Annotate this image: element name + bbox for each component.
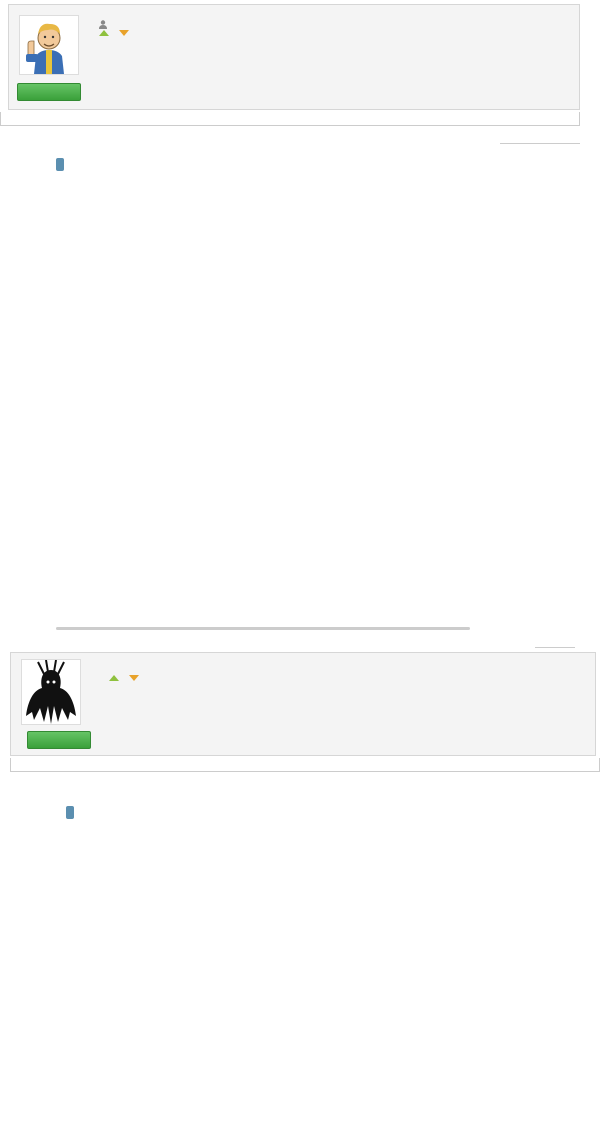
profile-card [10, 652, 596, 756]
subscribe-button[interactable] [17, 83, 81, 101]
avatar [19, 15, 79, 75]
user-note-input[interactable] [10, 758, 600, 772]
profile-card [8, 4, 580, 110]
minus-arrow-icon [129, 675, 139, 681]
avatar [21, 659, 81, 725]
dark-creature-avatar-icon [22, 660, 80, 724]
subscribe-button[interactable] [27, 731, 91, 749]
user-stats [103, 674, 143, 683]
scrollbar[interactable] [56, 627, 470, 630]
tab-by-time[interactable] [66, 806, 74, 819]
minus-arrow-icon [119, 30, 129, 36]
user-icon [99, 16, 107, 25]
divider [535, 647, 575, 648]
plus-arrow-icon [109, 675, 119, 681]
votes-row [103, 674, 143, 683]
username[interactable] [93, 11, 107, 27]
sort-tabs [66, 808, 84, 817]
divider [500, 143, 580, 144]
plus-arrow-icon [99, 30, 109, 36]
sort-tabs [56, 160, 74, 169]
tab-by-time[interactable] [56, 158, 64, 171]
user-stats [93, 29, 133, 38]
user-note-input[interactable] [0, 112, 580, 126]
vault-boy-avatar-icon [20, 16, 78, 74]
votes-row [93, 29, 133, 38]
